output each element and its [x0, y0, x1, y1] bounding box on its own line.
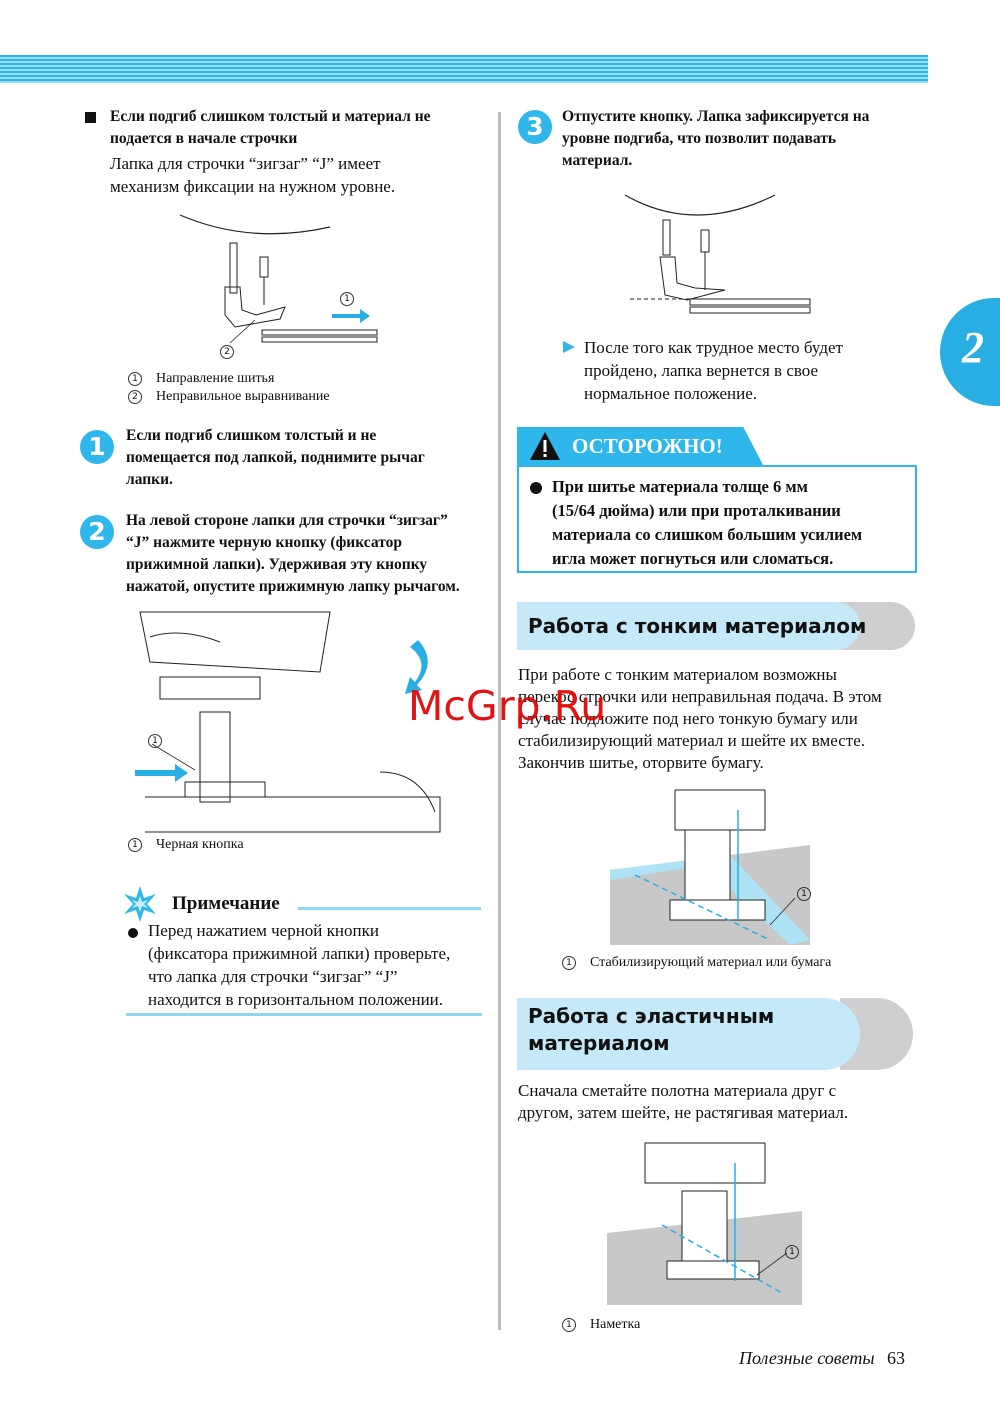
watermark: McGrp.Ru	[408, 682, 607, 730]
legend-1	[128, 370, 330, 406]
figure-press-black-button	[140, 612, 440, 832]
callout-1: 1	[340, 292, 354, 306]
bullet-heading: Если подгиб слишком толстый и материал не подается в начале строчки	[110, 108, 431, 147]
caution-text: При шитье материала толще 6 мм (15/64 дюйма) или при проталкивании материала со слишком большим усилием игла может погнуться или сломаться.	[552, 477, 863, 568]
figure-thin-fabric	[610, 790, 815, 945]
note-title: Примечание	[172, 893, 280, 914]
note-bottom-rule	[126, 1013, 482, 1016]
page-number: 63	[887, 1348, 906, 1368]
section-1-text: При работе с тонким материалом возможны перекос строчки или неправильная подача. В этом случае подложите под него тонкую бумагу или стабилизирующий материал и шейте их вместе. Закончив шитье, оторвите бумагу.	[518, 665, 882, 772]
legend-item: 2 Неправильное выравнивание	[128, 388, 330, 406]
triangle-right-icon	[563, 341, 575, 353]
figure-sewing-thick-fabric	[180, 215, 380, 365]
step-1-number: 1	[80, 430, 114, 464]
round-bullet-icon	[530, 482, 542, 494]
section-2-title: Работа с эластичным материалом	[528, 1004, 775, 1055]
callout-stabilizer: 1	[797, 887, 811, 901]
legend-2: 1 Черная кнопка	[128, 836, 244, 854]
section-1-title: Работа с тонким материалом	[528, 614, 867, 638]
step-1-text: Если подгиб слишком толстый и не помещается под лапкой, поднимите рычаг лапки.	[126, 427, 425, 488]
square-bullet-icon	[85, 112, 96, 123]
round-bullet-icon	[128, 928, 138, 938]
step-2-number: 2	[80, 515, 114, 549]
footer-section: Полезные советы	[739, 1348, 875, 1368]
legend-3: 1 Стабилизирующий материал или бумага	[562, 954, 831, 972]
figure-stretch-fabric	[607, 1143, 807, 1305]
caution-title: ОСТОРОЖНО!	[572, 434, 723, 458]
result-text: После того как трудное место будет пройдено, лапка вернется в свое нормальное положение.	[584, 338, 843, 403]
step-2-text: На левой стороне лапки для строчки “зигзаг” “J” нажмите черную кнопку (фиксатор прижимной лапки). Удерживая эту кнопку нажатой, опустите прижимную лапку рычагом.	[126, 512, 460, 595]
legend-4: 1 Наметка	[562, 1316, 640, 1334]
callout-basting: 1	[785, 1245, 799, 1259]
note-sparkle-icon	[122, 886, 158, 922]
header-band	[0, 55, 928, 83]
warning-icon	[530, 432, 560, 460]
note-top-rule	[298, 907, 481, 910]
legend-item: 1 Направление шитья	[128, 370, 330, 388]
figure-foot-locked	[625, 195, 815, 320]
callout-black-button: 1	[148, 734, 162, 748]
chapter-number: 2	[962, 323, 984, 372]
intro-text: Лапка для строчки “зигзаг” “J” имеет механизм фиксации на нужном уровне.	[110, 154, 396, 196]
step-3-number: 3	[518, 110, 552, 144]
section-2-text: Сначала сметайте полотна материала друг с другом, затем шейте, не растягивая материал.	[518, 1081, 849, 1122]
note-text: Перед нажатием черной кнопки (фиксатора прижимной лапки) проверьте, что лапка для строчки “зигзаг” “J” находится в горизонтальном положении.	[148, 921, 451, 1009]
callout-2: 2	[220, 345, 234, 359]
footer	[739, 1348, 905, 1369]
step-3-text: Отпустите кнопку. Лапка зафиксируется на уровне подгиба, что позволит подавать материал.	[562, 108, 870, 169]
